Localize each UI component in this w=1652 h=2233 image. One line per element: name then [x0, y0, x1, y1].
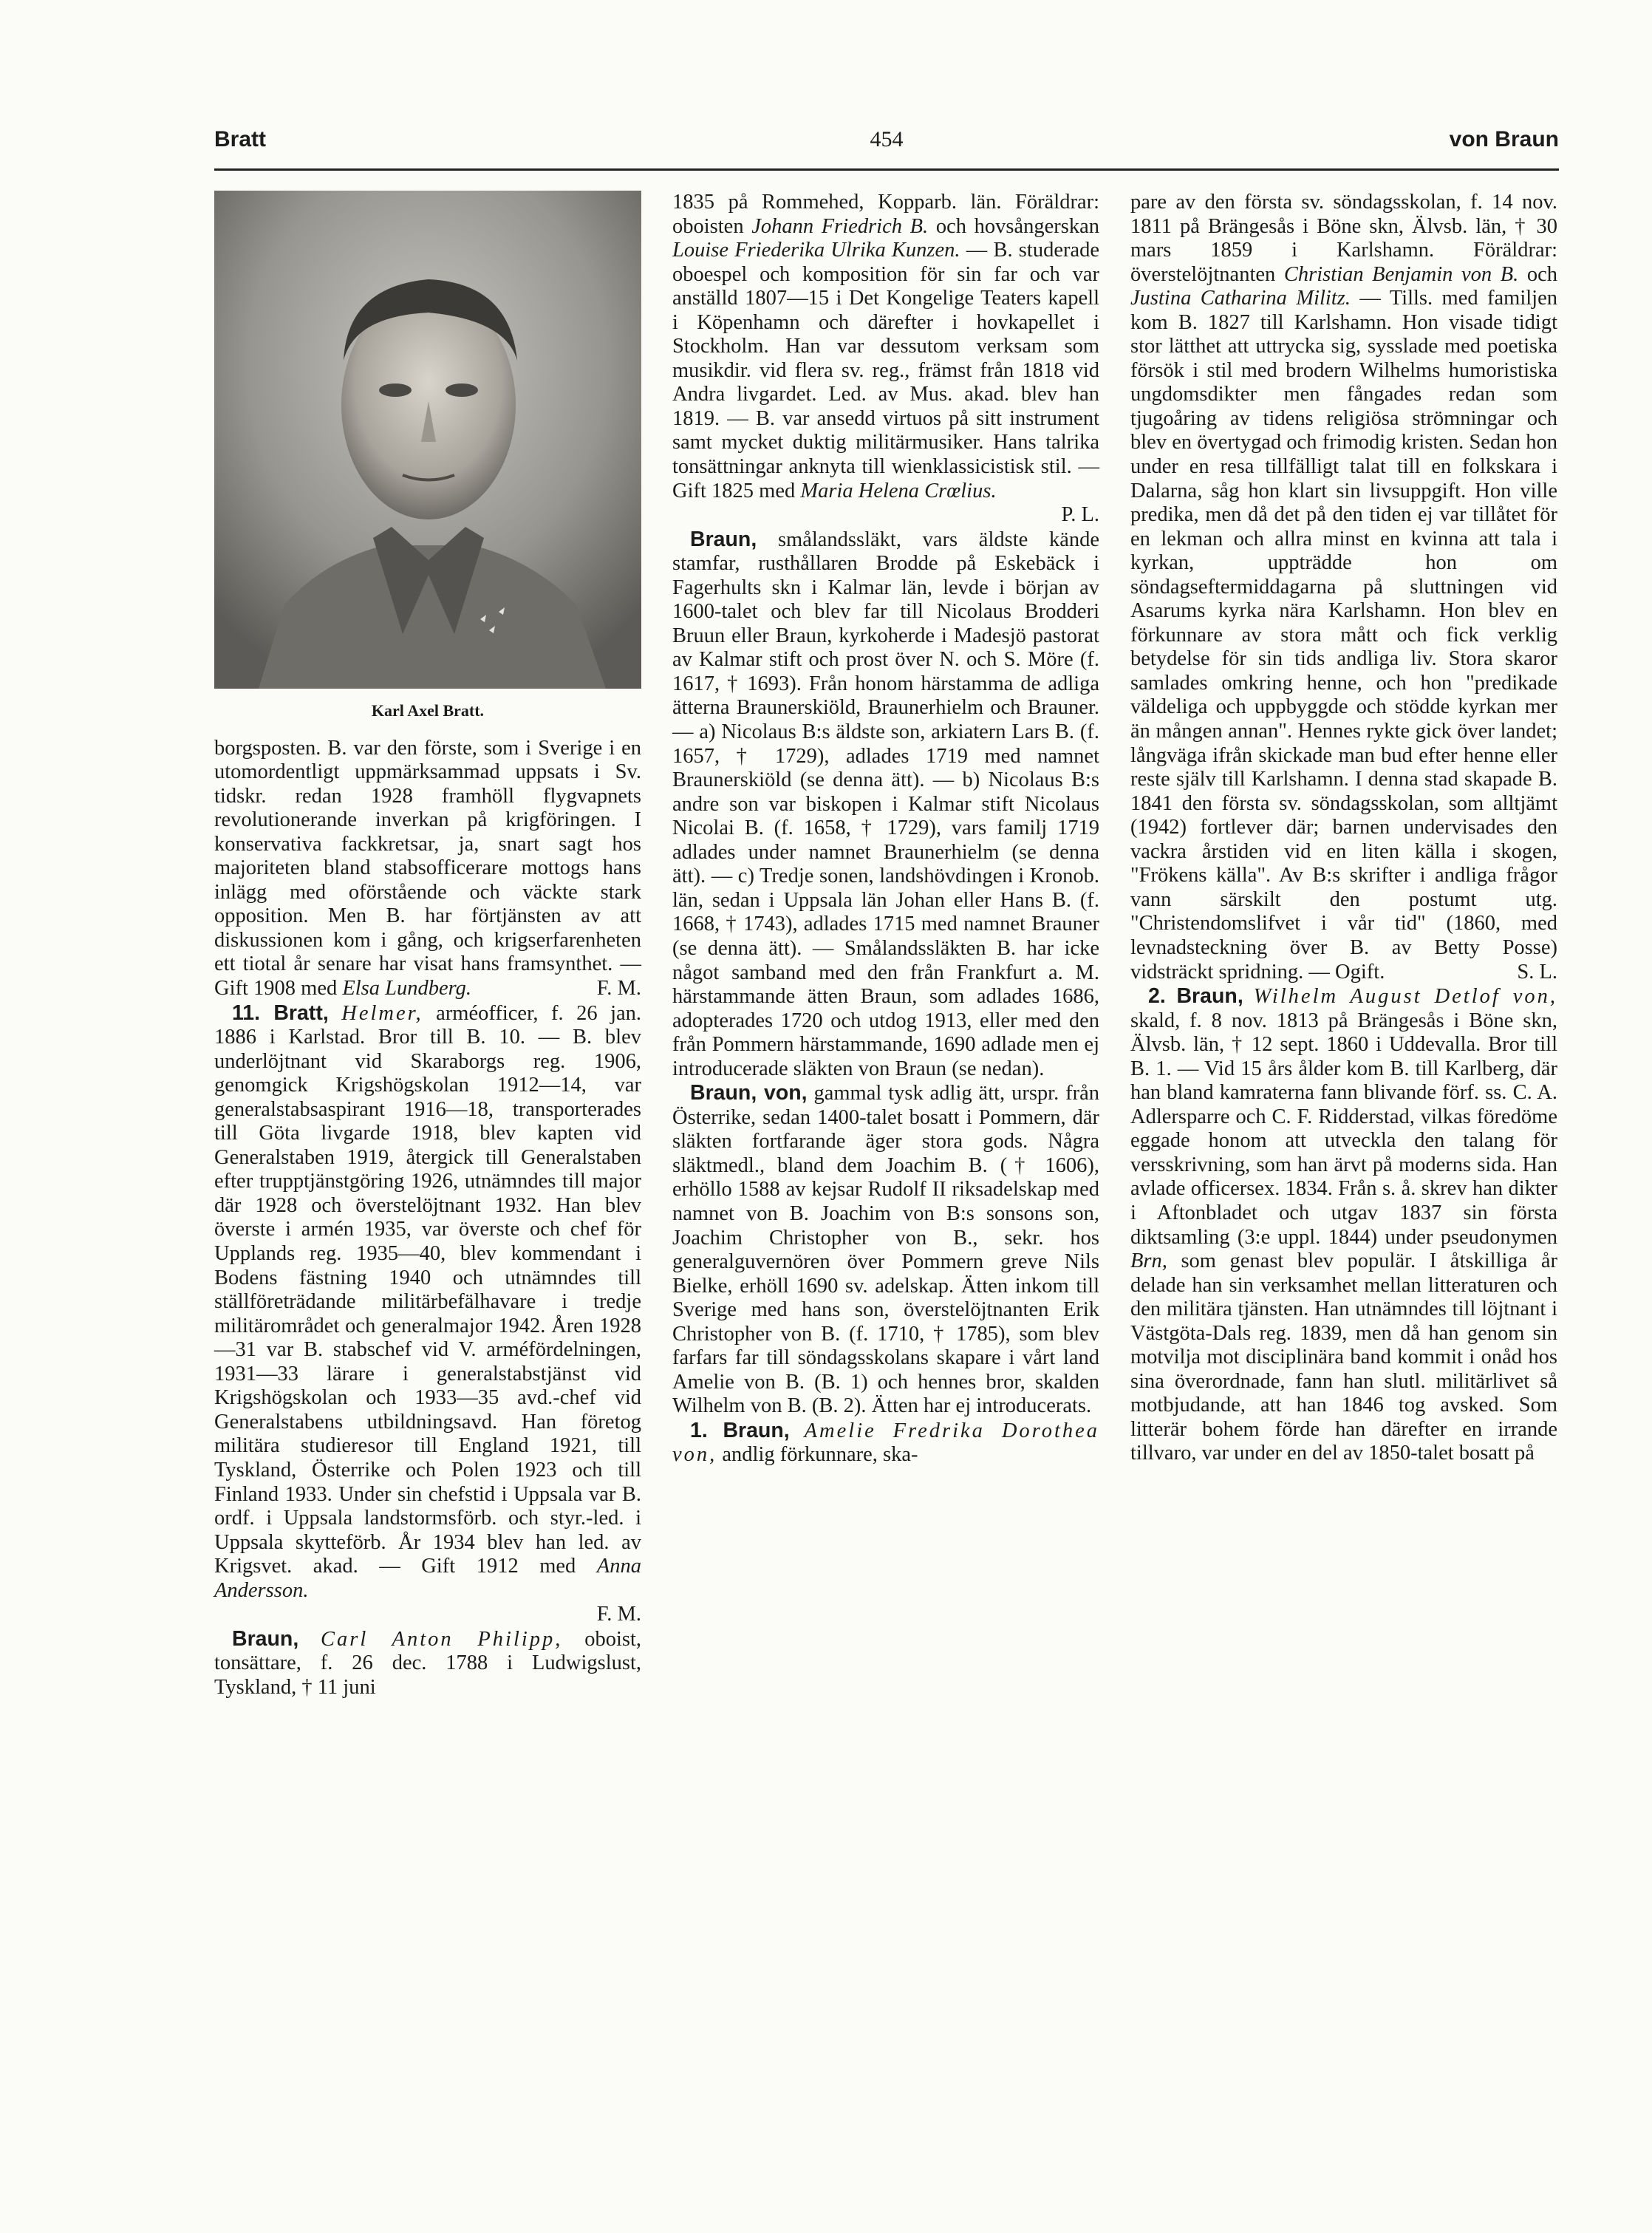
column-1 [214, 191, 641, 1700]
entry-2-pseudonym: Brn, [1130, 1250, 1167, 1273]
entry-11-text: arméofficer, f. 26 jan. 1886 i Karlstad. Bror till B. 10. — B. blev underlöjtnant vid Skaraborgs reg. 1906, genomgick Krigshögskolan 1912—14, var generalstabsaspirant 1916—18, transporterades till Göta livgarde 1918, blev kapten vid Generalstaben 1919, återgick till Generalstaben efter trupptjänstgöring 1926, utnämndes till major där 1928 och överstelöjtnant 1932. Han blev överste i armén 1935, var överste och chef för Upplands reg. 1935—40, blev kommendant i Bodens fästning 1940 och utnämndes till ställföreträdande militärbefälhavare i tredje militärområdet och generalmajor 1942. Åren 1928—31 var B. stabschef vid V. arméfördelningen, 1931—33 lärare i generalstabstjänst vid Krigshögskolan och 1933—35 avd.-chef vid Generalstabens utbildningsavd. Han företog militära studieresor till England 1921, till Tyskland, Österrike och Polen 1923 och till Finland 1933. Under sin chefstid i Uppsala var B. ordf. i Uppsala landstormsförb. och styr.-led. i Uppsala skytteförb. År 1934 blev han led. av Krigsvet. akad. — Gift 1912 med [214, 1001, 642, 1578]
entry-11-name: Helmer, [341, 1001, 423, 1025]
entry-braun-carl-headword: Braun, [232, 1626, 299, 1651]
entry-2-name: Wilhelm August Detlof von, [1253, 985, 1557, 1009]
entry-braun-carl-text-2: 1835 på Rommehed, Kopparb. län. Föräldrar: oboisten [672, 191, 1099, 238]
entry-2-text-2: som genast blev populär. I åtskilliga år delade han sin verksamhet mellan litteraturen och den militära tjänsten. Han utnämndes till löjtnant i Västgöta-Dals reg. 1839, men då han genom sin motvilja mot disciplinära band kommit i onåd hos sina överordnade, fann han slutl. militärlivet så motbjudande, att han 1846 tog avsked. Som litterär bohem förde han därefter en irrande tillvaro, var under en del av 1850-talet bosatt på [1130, 1250, 1558, 1465]
entry-1-braun-amelie [672, 1419, 1099, 1467]
entry-braun-carl-father: Johann Friedrich B. [751, 214, 929, 238]
column-3 [1130, 191, 1557, 1466]
entry-11-bratt-helmer [214, 1001, 641, 1603]
entry-1-continued [1130, 191, 1557, 984]
entry-1-text-4: — Tills. med familjen kom B. 1827 till Karlshamn. Hon visade tidigt stor lätthet att uttrycka sig, sysslade med poetiska försök i stil med brodern Wilhelms humoristiska ungdomsdikter men fångades redan som tjugoåring av tidens religiösa strömningar och blev en övertygad och frimodig kristen. Sedan hon under en resa tillfälligt talat till en folkskara i Dalarna, såg hon klart sin livsuppgift. Hon ville predika, men då det på den tiden ej var tillåtet för en lekman och allra minst en kvinna att tala i kyrkan, uppträdde hon om söndagseftermiddagarna på sluttningen vid Asarums kyrka nära Karlshamn. Hon blev en förkunnare av stora mått och fick verklig betydelse för sin tids andliga liv. Stora skaror samlades omkring henne, och hon "predikade väldeliga och uppbyggde och stödde kyrkan mer än mången annan". Hennes rykte gick över landet; långväga ifrån skickade man bud efter henne eller reste själv till Karlshamn. I denna stad skapade B. 1841 den första sv. söndagsskolan, som alltjämt (1942) fortlever där; barnen undervisades den vackra årstiden vid en liten källa i skogen, "Frökens källa". Av B:s skrifter i andliga frågor vann särskilt den postumt utg. "Christendomslifvet i vår tid" (1860, med levnadsteckning över B. av Betty Posse) vidsträckt spridning. — Ogift. [1130, 287, 1557, 983]
entry-1-mother: Justina Catharina Militz. [1130, 287, 1351, 310]
entry-braun-carl-name: Carl Anton Philipp, [321, 1627, 563, 1651]
entry-10-wife: Elsa Lundberg. [342, 977, 472, 1000]
entry-10-signature: F. M. [596, 977, 641, 1000]
entry-braun-carl-text: oboist, tonsättare, f. 26 dec. 1788 i Ludwigslust, Tyskland, † 11 juni [214, 1627, 642, 1699]
entry-braun-carl-wife: Maria Helena Crœlius. [800, 479, 997, 502]
portrait-photo [214, 191, 641, 689]
header-left-word: Bratt [214, 127, 267, 151]
entry-1-text-3: och [1526, 262, 1558, 286]
portrait-illustration [214, 191, 641, 689]
entry-10-continued [214, 737, 641, 1001]
column-2 [672, 191, 1099, 1467]
entry-braun-von-headword: Braun, von, [690, 1081, 808, 1105]
entry-2-text: skald, f. 8 nov. 1813 på Brängesås i Böne skn, Älvsb. län, † 12 sept. 1860 i Uddevalla. Bror till B. 1. — Vid 15 års ålder kom B. till Karlberg, där han bland kamraterna fann blivande förf. ss. C. A. Adlersparre och C. F. Ridderstad, vilkas föredöme eggade honom att utveckla den talang för versskrivning, som han ärvt på moderns sida. Han avlade officersex. 1834. Från s. å. skrev han dikter i Aftonbladet och utgav 1837 sin första diktsamling (3:e uppl. 1844) under pseudonymen [1130, 1009, 1557, 1249]
entry-braun-carl-mother: Louise Friederika Ulrika Kunzen. [672, 239, 960, 262]
entry-braun-carl-text-3: och hovsångerskan [935, 214, 1100, 238]
entry-11-wife: Anna Andersson. [214, 1555, 641, 1602]
entry-2-headword: 2. Braun, [1148, 984, 1243, 1009]
header-right-word: von Braun [1449, 127, 1559, 151]
entry-braun-family [672, 528, 1099, 1082]
entry-1-text: andlig förkunnare, ska- [722, 1443, 918, 1467]
page-number: 454 [870, 127, 904, 151]
entry-braun-carl-text-4: — B. studerade oboespel och komposition för sin far och var anställd 1807—15 i Det Kongelige Teaters kapell i Köpenhamn och därefter i hovkapellet i Stockholm. Han var dessutom verksam som musikdir. vid flera sv. reg., främst från 1818 vid Andra livgardet. Led. av Mus. akad. blev han 1819. — B. var ansedd virtuos på sitt instrument samt mycket duktig militärmusiker. Hans talrika tonsättningar anknyta till wienklassicistisk stil. — Gift 1825 med [672, 239, 1100, 502]
entry-2-braun-wilhelm [1130, 984, 1557, 1466]
entry-1-headword: 1. Braun, [690, 1418, 790, 1442]
entry-10-text: borgsposten. B. var den förste, som i Sverige i en utomordentligt uppmärksammad uppsats i Sv. tidskr. redan 1928 framhöll flygvapnets revolutionerande inverkan på krigföringen. I konservativa fackkretsar, ja, snart sagt hos majoriteten bland stabsofficerare mottogs hans inlägg med oförstående och väckte stark opposition. Men B. har förtjänsten av att diskussionen kom i gång, och krigserfarenheten ett tiotal år senare har visat hans framsynthet. — Gift 1908 med [214, 736, 641, 1000]
entry-braun-von-family [672, 1081, 1099, 1419]
entry-braun-carl-continued [672, 191, 1099, 503]
entry-braun-carl [214, 1627, 641, 1700]
entry-braun-carl-signature: P. L. [1061, 503, 1099, 527]
entry-11-headword: 11. Bratt, [232, 1000, 329, 1025]
running-head [214, 127, 1559, 164]
header-rule [214, 168, 1559, 171]
entry-1-father: Christian Benjamin von B. [1283, 262, 1519, 286]
entry-1-name: Amelie Fredrika Dorothea von, [672, 1419, 1100, 1467]
entry-braun-family-headword: Braun, [690, 527, 757, 551]
entry-braun-von-text: gammal tysk adlig ätt, urspr. från Österrike, sedan 1400-talet bosatt i Pommern, där släkten fortfarande äger stora gods. Några släktmedl., bland dem Joachim B. († 1606), erhöllo 1588 av kejsar Rudolf II riksadelskap med namnet von B. Joachim von B:s sonsons son, Joachim Christopher von B., sekr. hos generalguvernören över Pommern greve Nils Bielke, erhöll 1690 sv. adelskap. Ätten inkom till Sverige med hans son, överstelöjtnanten Erik Christopher von B. (f. 1710, † 1785), som blev farfars far till söndagsskolans skapare i vårt land Amelie von B. (B. 1) och hennes bror, skalden Wilhelm von B. (B. 2). Ätten har ej introducerats. [672, 1082, 1099, 1418]
portrait-caption: Karl Axel Bratt. [371, 701, 485, 720]
entry-1-text-2: pare av den första sv. söndagsskolan, f. 14 nov. 1811 på Brängesås i Böne skn, Älvsb. län, † 30 mars 1859 i Karlshamn. Föräldrar: överstelöjtnanten [1130, 191, 1557, 286]
entry-11-signature: F. M. [596, 1603, 641, 1626]
entry-braun-family-text: smålandssläkt, vars äldste kände stamfar, rusthållaren Brodde på Eskebäck i Fagerhults skn i Kalmar län, levde i början av 1600-talet och blev far till Nicolaus Brodderi Bruun eller Braun, kyrkoherde i Madesjö pastorat av Kalmar stift och prost över N. och S. Möre (f. 1617, † 1693). Från honom härstamma de adliga ätterna Braunerskiöld, Braunerhielm och Brauner. — a) Nicolaus B:s äldste son, arkiatern Lars B. (f. 1657, † 1729), adlades 1719 med namnet Braunerskiöld (se denna ätt). — b) Nicolaus B:s andre son var biskopen i Kalmar stift Nicolaus Nicolai B. (f. 1658, † 1729), vars familj 1719 adlades under namnet Braunerhielm (se denna ätt). — c) Tredje sonen, landshövdingen i Kronob. län, sedan i Uppsala län Johan eller Hans B. (f. 1668, † 1743), adlades 1715 med namnet Brauner (se denna ätt). — Smålandssläkten B. har icke något samband med den från Frankfurt a. M. härstammande ätten Braun, som adlades 1686, adopterades 1720 och utdog 1913, eller med den från Pommern härstammande, 1690 adlade men ej introducerade släkten von Braun (se nedan). [672, 528, 1100, 1080]
entry-1-signature: S. L. [1517, 960, 1557, 983]
